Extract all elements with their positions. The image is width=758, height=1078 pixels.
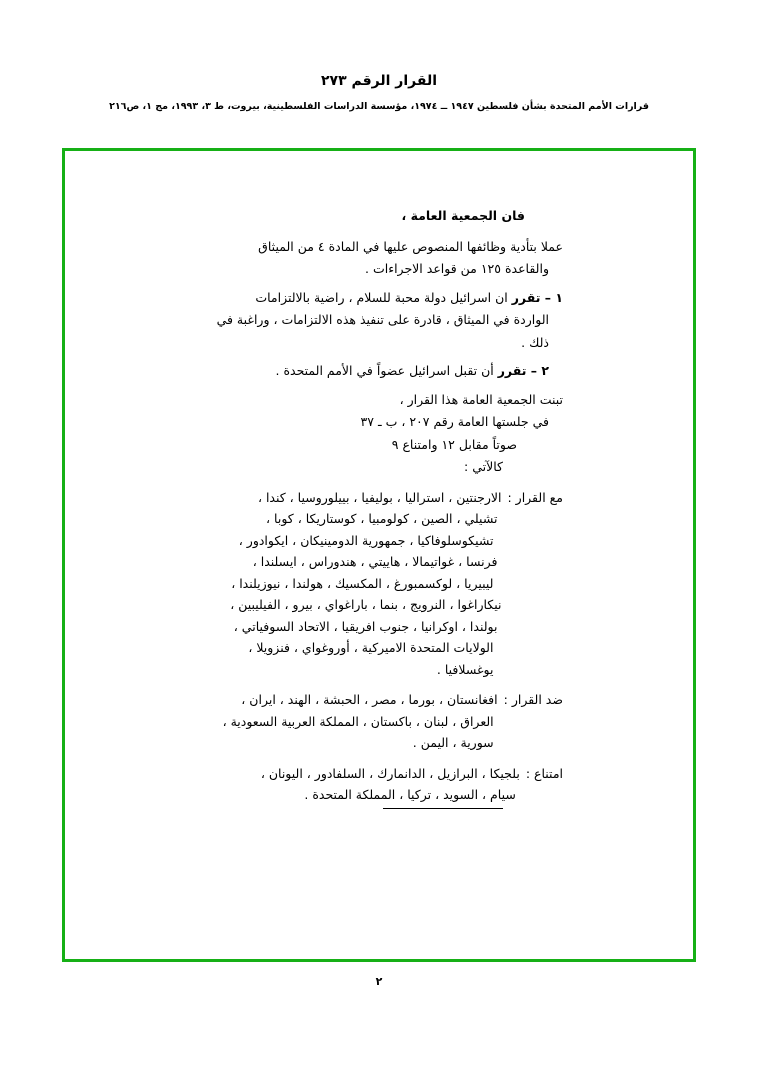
votes-in-favour-label: مع القرار : — [507, 489, 563, 505]
clause-2-text: أن تقبل اسرائيل عضواً في الأمم المتحدة . — [275, 363, 494, 378]
list-item: تشيلي ، الصين ، كولومبيا ، كوستاريكا ، كوبا ، — [266, 511, 498, 526]
list-item: بولندا ، اوكرانيا ، جنوب افريقيا ، الاتحاد السوفياتي ، — [233, 618, 498, 634]
list-item: الارجنتين ، استراليا ، بوليفيا ، بييلوروسيا ، كندا ، — [257, 489, 502, 505]
adoption-line: كالآتي : — [464, 459, 503, 474]
preamble-line: عملا بتأدية وظائفها المنصوص عليها في المادة ٤ من الميثاق — [258, 238, 563, 254]
list-item: نيكاراغوا ، النرويج ، بنما ، باراغواي ، بيرو ، الفيليبين ، — [230, 597, 502, 612]
clause-1-line: ذلك . — [521, 334, 549, 350]
list-item: ليبيريا ، لوكسمبورغ ، المكسيك ، هولندا ، نيوزيلندا ، — [231, 575, 494, 591]
votes-against — [193, 689, 563, 754]
list-item: سيام ، السويد ، تركيا ، المملكة المتحدة . — [304, 787, 516, 802]
clause-1-first-line — [193, 287, 563, 309]
votes-in-favour — [193, 487, 563, 681]
adoption-line: تبنت الجمعية العامة هذا القرار ، — [399, 391, 563, 407]
votes-in-favour-list — [193, 487, 501, 681]
preamble-paragraph — [193, 236, 563, 280]
votes-against-label: ضد القرار : — [503, 692, 563, 707]
adoption-block — [193, 389, 563, 478]
adoption-line: صوتاً مقابل ١٢ وامتناع ٩ — [391, 436, 517, 452]
document-header — [0, 72, 758, 113]
list-item: تشيكوسلوفاكيا ، جمهورية الدومينيكان ، ايكوادور ، — [238, 532, 494, 548]
resolution-body — [193, 205, 563, 809]
list-item: الولايات المتحدة الاميركية ، أوروغواي ، فنزويلا ، — [248, 640, 494, 655]
page-number: ٢ — [375, 975, 383, 988]
votes-against-list — [193, 689, 498, 754]
abstentions-list — [193, 763, 520, 806]
list-item: العراق ، لبنان ، باكستان ، المملكة العربية السعودية ، — [222, 713, 494, 729]
clause-2 — [193, 360, 563, 382]
end-rule — [383, 808, 503, 809]
clause-2-first-line — [193, 360, 563, 382]
list-item: فرنسا ، غواتيمالا ، هاييتي ، هندوراس ، ايسلندا ، — [252, 554, 498, 569]
clause-2-marker: ٢ – تقرر — [497, 363, 549, 378]
abstentions-label: امتناع : — [525, 765, 563, 781]
preamble-line: والقاعدة ١٢٥ من قواعد الاجراءات . — [365, 261, 549, 276]
clause-1 — [193, 287, 563, 354]
clause-1-marker: ١ – تقرر — [511, 289, 563, 305]
abstentions — [193, 763, 563, 806]
page-title: القرار الرقم ٢٧٣ — [321, 73, 437, 89]
clause-1-line: الواردة في الميثاق ، قادرة على تنفيذ هذه الالتزامات ، وراغبة في — [216, 312, 549, 327]
adoption-line: في جلستها العامة رقم ٢٠٧ ، ب ـ ٣٧ — [360, 414, 549, 429]
list-item: بلجيكا ، البرازيل ، الدانمارك ، السلفادور ، اليونان ، — [260, 765, 520, 781]
list-item: سورية ، اليمن . — [412, 735, 494, 750]
lead-line: فان الجمعية العامة ، — [401, 208, 525, 223]
clause-1-text: ان اسرائيل دولة محبة للسلام ، راضية بالالتزامات — [255, 289, 508, 305]
list-item: يوغسلافيا . — [436, 661, 494, 677]
source-citation: قرارات الأمم المتحدة بشأن فلسطين ١٩٤٧ ــ ١٩٧٤، مؤسسة الدراسات الفلسطينية، بيروت، ط ٣، ١٩٩٣، مج ١، ص٢١٦ — [109, 100, 649, 112]
list-item: افغانستان ، بورما ، مصر ، الحبشة ، الهند ، ايران ، — [241, 692, 498, 707]
